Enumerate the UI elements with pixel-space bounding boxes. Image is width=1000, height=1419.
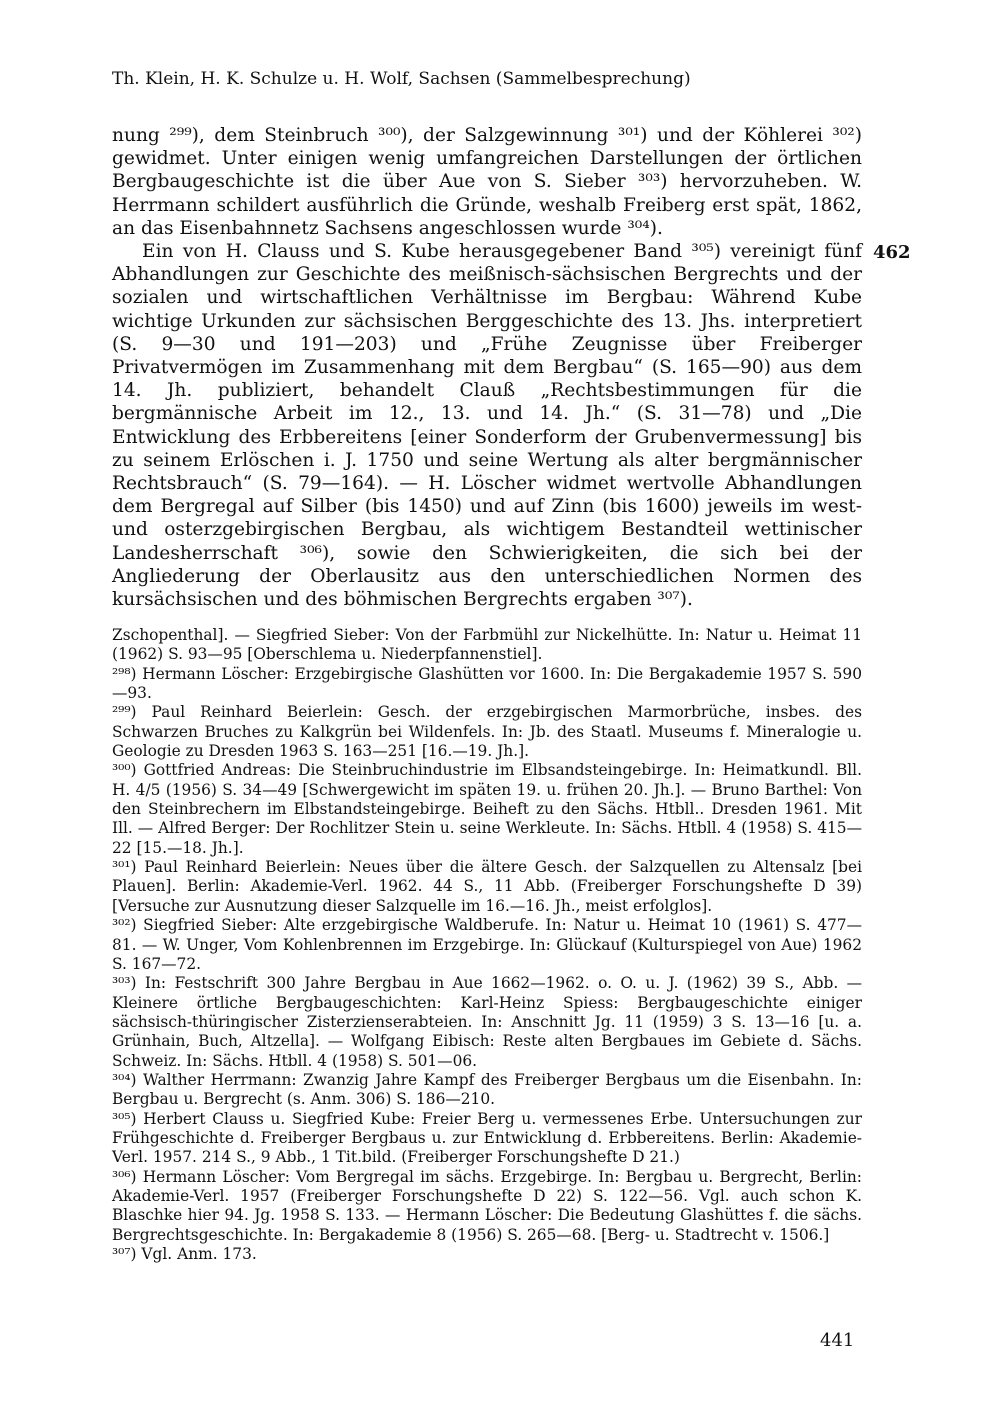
footnote: ³⁰³) In: Festschrift 300 Jahre Bergbau in Aue 1662—1962. o. O. u. J. (1962) 39 S., Abb. — Kleinere örtliche Bergbaugeschichten: Karl-Heinz Spiess: Bergbaugeschichte einiger sächsisch-thüringischer Zisterzienserabteien. In: Anschnitt Jg. 11 (1959) 3 S. 13—16 [u. a. Grünhain, Buch, Altzella]. — Wolfgang Eibisch: Reste alten Bergbaues im Gebiete d. Sächs. Schweiz. In: Sächs. Htbll. 4 (1958) S. 501—06. <box>112 974 862 1070</box>
body-text <box>112 124 862 611</box>
footnote: ³⁰⁶) Hermann Löscher: Vom Bergregal im sächs. Erzgebirge. In: Bergbau u. Bergrecht, Berlin: Akademie-Verl. 1957 (Freiberger Forschungshefte D 22) S. 122—56. Vgl. auch schon K. Blaschke hier 94. Jg. 1958 S. 133. — Hermann Löscher: Die Bedeutung Glashüttes f. die sächs. Bergrechtsgeschichte. In: Bergakademie 8 (1956) S. 265—68. [Berg- u. Stadtrecht v. 1506.] <box>112 1167 862 1244</box>
footnote: ³⁰⁴) Walther Herrmann: Zwanzig Jahre Kampf des Freiberger Bergbaus um die Eisenbahn. In: Bergbau u. Bergrecht (s. Anm. 306) S. 186—210. <box>112 1070 862 1109</box>
footnotes <box>112 626 862 1264</box>
margin-note-number: 462 <box>873 242 911 263</box>
footnote: ²⁹⁸) Hermann Löscher: Erzgebirgische Glashütten vor 1600. In: Die Bergakademie 1957 S. 590—93. <box>112 664 862 703</box>
footnote: ³⁰⁷) Vgl. Anm. 173. <box>112 1245 257 1263</box>
footnote: ²⁹⁹) Paul Reinhard Beierlein: Gesch. der erzgebirgischen Marmorbrüche, insbes. des Schwarzen Bruches zu Kalkgrün bei Wildenfels. In: Jb. des Staatl. Museums f. Mineralogie u. Geologie zu Dresden 1963 S. 163—251 [16.—19. Jh.]. <box>112 703 862 761</box>
page-number: 441 <box>820 1330 855 1351</box>
footnote: ³⁰⁵) Herbert Clauss u. Siegfried Kube: Freier Berg u. vermessenes Erbe. Untersuchungen zur Frühgeschichte d. Freiberger Bergbaus u. zur Entwicklung d. Erbbereitens. Berlin: Akademie-Verl. 1957. 214 S., 9 Abb., 1 Tit.bild. (Freiberger Forschungshefte D 21.) <box>112 1109 862 1167</box>
footnote: ³⁰⁰) Gottfried Andreas: Die Steinbruchindustrie im Elbsandsteingebirge. In: Heimatkundl. Bll. H. 4/5 (1956) S. 34—49 [Schwergewicht im späten 19. u. frühen 20. Jh.]. — Bruno Barthel: Von den Steinbrechern im Elbstandsteingebirge. Beiheft zu den Sächs. Htbll.. Dresden 1961. Mit Ill. — Alfred Berger: Der Rochlitzer Stein u. seine Werkleute. In: Sächs. Htbll. 4 (1958) S. 415—22 [15.—18. Jh.]. <box>112 761 862 857</box>
body-paragraph: Ein von H. Clauss und S. Kube herausgegebener Band ³⁰⁵) vereinigt fünf Abhandlungen zur Geschichte des meißnisch-sächsischen Bergrechts und der sozialen und wirtschaftlichen Verhältnisse im Bergbau: Während Kube wichtige Urkunden zur sächsischen Berggeschichte des 13. Jhs. interpretiert (S. 9—30 und 191—203) und „Frühe Zeugnisse über Freiberger Privatvermögen im Zusammenhang mit dem Bergbau“ (S. 165—90) aus dem 14. Jh. publiziert, behandelt Clauß „Rechtsbestimmungen für die bergmännische Arbeit im 12., 13. und 14. Jh.“ (S. 31—78) und „Die Entwicklung des Erbbereitens [einer Sonderform der Grubenvermessung] bis zu seinem Erlöschen i. J. 1750 und seine Wertung als alter bergmännischer Rechtsbrauch“ (S. 79—164). — H. Löscher widmet wertvolle Abhandlungen dem Bergregal auf Silber (bis 1450) und auf Zinn (bis 1600) jeweils im west- und osterzgebirgischen Bergbau, als wichtigem Bestandteil wettinischer Landesherrschaft ³⁰⁶), sowie den Schwierigkeiten, die sich bei der Angliederung der Oberlausitz aus den unterschiedlichen Normen des kursächsischen und des böhmischen Bergrechts ergaben ³⁰⁷). <box>112 241 862 611</box>
footnote: Zschopenthal]. — Siegfried Sieber: Von der Farbmühl zur Nickelhütte. In: Natur u. Heimat 11 (1962) S. 93—95 [Oberschlema u. Niederpfannenstiel]. <box>112 626 862 664</box>
footnote: ³⁰²) Siegfried Sieber: Alte erzgebirgische Waldberufe. In: Natur u. Heimat 10 (1961) S. 477—81. — W. Unger, Vom Kohlenbrennen im Erzgebirge. In: Glückauf (Kulturspiegel von Aue) 1962 S. 167—72. <box>112 916 862 973</box>
body-paragraph: nung ²⁹⁹), dem Steinbruch ³⁰⁰), der Salzgewinnung ³⁰¹) und der Köhlerei ³⁰²) gewidmet. Unter einigen wenig umfangreichen Darstellungen der örtlichen Bergbaugeschichte ist die über Aue von S. Sieber ³⁰³) hervorzuheben. W. Herrmann schildert ausführlich die Gründe, weshalb Freiberg erst spät, 1862, an das Eisenbahnnetz Sachsens angeschlossen wurde ³⁰⁴). <box>112 125 862 239</box>
running-head: Th. Klein, H. K. Schulze u. H. Wolf, Sachsen (Sammelbesprechung) <box>112 69 691 89</box>
footnote: ³⁰¹) Paul Reinhard Beierlein: Neues über die ältere Gesch. der Salzquellen zu Altensalz [bei Plauen]. Berlin: Akademie-Verl. 1962. 44 S., 11 Abb. (Freiberger Forschungshefte D 39) [Versuche zur Ausnutzung dieser Salzquelle im 16.—16. Jh., meist erfolglos]. <box>112 858 862 915</box>
